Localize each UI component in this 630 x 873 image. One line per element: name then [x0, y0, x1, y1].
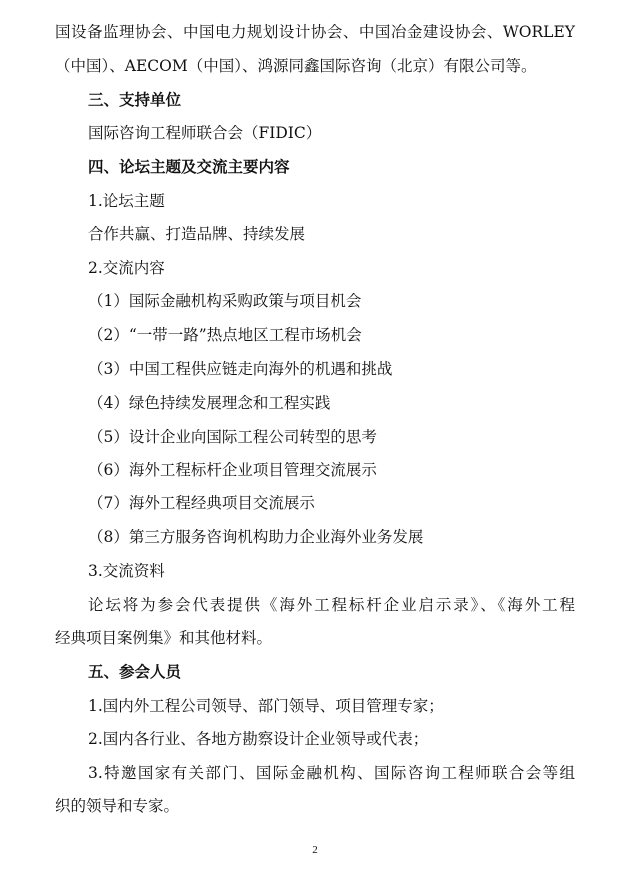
organizers-line-1: 国设备监理协会、中国电力规划设计协会、中国冶金建设协会、WORLEY — [55, 23, 575, 41]
exchange-item-2: （2）“一带一路”热点地区工程市场机会 — [88, 326, 362, 344]
materials-title: 3.交流资料 — [88, 562, 165, 580]
materials-text-line-2: 经典项目案例集》和其他材料。 — [55, 629, 273, 647]
exchange-item-5: （5）设计企业向国际工程公司转型的思考 — [88, 428, 377, 446]
attendee-item-2: 2.国内各行业、各地方勘察设计企业领导或代表； — [88, 730, 429, 748]
exchange-item-3: （3）中国工程供应链走向海外的机遇和挑战 — [88, 360, 393, 378]
exchange-item-6: （6）海外工程标杆企业项目管理交流展示 — [88, 461, 377, 479]
section-3-heading: 三、支持单位 — [88, 91, 182, 109]
exchange-item-1: （1）国际金融机构采购政策与项目机会 — [88, 292, 362, 310]
section-4-heading: 四、论坛主题及交流主要内容 — [88, 158, 290, 176]
exchange-item-8: （8）第三方服务咨询机构助力企业海外业务发展 — [88, 528, 424, 546]
materials-text-line-1: 论坛将为参会代表提供《海外工程标杆企业启示录》、《海外工程 — [88, 596, 575, 614]
attendee-item-3-line-1: 3.特邀国家有关部门、国际金融机构、国际咨询工程师联合会等组 — [88, 764, 575, 782]
attendee-item-3-line-2: 织的领导和专家。 — [55, 797, 180, 815]
page-number: 2 — [312, 844, 318, 856]
attendee-item-1: 1.国内外工程公司领导、部门领导、项目管理专家； — [88, 697, 444, 715]
exchange-item-7: （7）海外工程经典项目交流展示 — [88, 494, 315, 512]
support-unit-text: 国际咨询工程师联合会（FIDIC） — [88, 124, 322, 142]
forum-theme-title: 1.论坛主题 — [88, 192, 165, 210]
forum-theme-text: 合作共赢、打造品牌、持续发展 — [88, 225, 306, 243]
exchange-content-title: 2.交流内容 — [88, 259, 165, 277]
section-5-heading: 五、参会人员 — [88, 663, 182, 681]
exchange-item-4: （4）绿色持续发展理念和工程实践 — [88, 394, 331, 412]
organizers-line-2: （中国）、AECOM（中国）、鸿源同鑫国际咨询（北京）有限公司等。 — [55, 57, 537, 75]
